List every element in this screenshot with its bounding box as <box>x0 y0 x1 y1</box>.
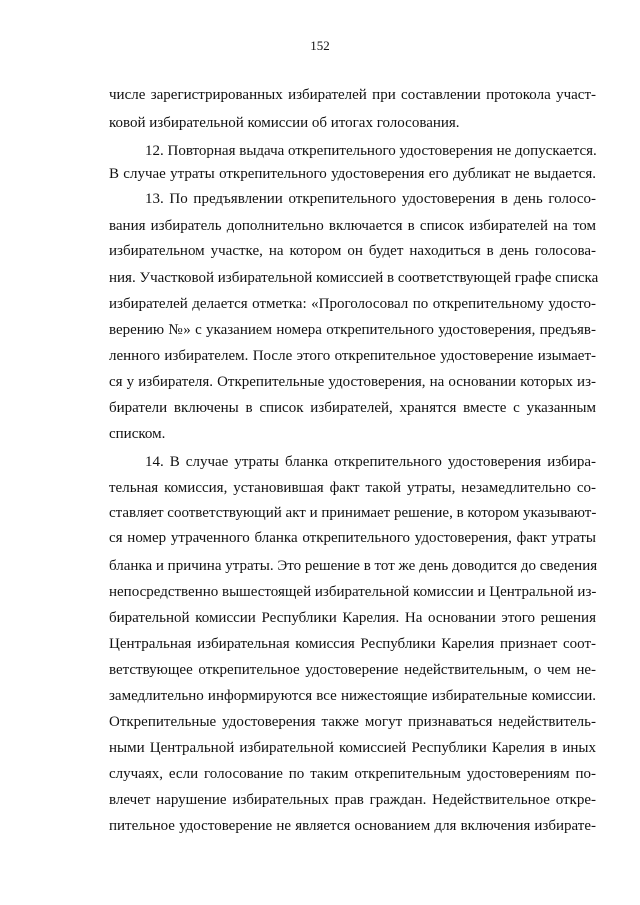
text-line: 12. Повторная выдача открепительного удостоверения не допускается. <box>145 143 597 159</box>
text-line: ставляет соответствующий акт и принимает решение, в котором указывают- <box>109 505 597 521</box>
text-line: 14. В случае утраты бланка открепительного удостоверения избира- <box>145 454 596 470</box>
text-line: В случае утраты открепительного удостоверения его дубликат не выдается. <box>109 166 596 182</box>
text-line: ся у избирателя. Открепительные удостоверения, на основании которых из- <box>109 374 596 390</box>
text-line: Центральная избирательная комиссия Республики Карелия признает соот- <box>109 636 596 652</box>
text-line: ными Центральной избирательной комиссией Республики Карелия в иных <box>109 740 596 756</box>
text-line: ся номер утраченного бланка открепительного удостоверения, факт утраты <box>109 530 596 546</box>
text-line: числе зарегистрированных избирателей при составлении протокола участ- <box>109 87 596 103</box>
text-line: ленного избирателем. После этого открепительное удостоверение изымает- <box>109 348 596 364</box>
text-line: 13. По предъявлении открепительного удостоверения в день голосо- <box>145 191 596 207</box>
page-number: 152 <box>310 38 330 53</box>
text-line: ния. Участковой избирательной комиссией в соответствующей графе списка <box>109 270 599 286</box>
text-line: ковой избирательной комиссии об итогах голосования. <box>109 115 460 131</box>
text-line: ветствующее открепительное удостоверение недействительным, о чем не- <box>109 662 596 678</box>
text-line: бланка и причина утраты. Это решение в тот же день доводится до сведения <box>109 558 598 574</box>
text-line: списком. <box>109 426 166 442</box>
text-line: тельная комиссия, установившая факт такой утраты, незамедлительно со- <box>109 480 596 496</box>
text-line: непосредственно вышестоящей избирательной комиссии и Центральной из- <box>109 584 597 600</box>
text-line: избирателей делается отметка: «Проголосовал по открепительному удосто- <box>109 296 596 312</box>
text-line: избирательном участке, на котором он будет находиться в день голосова- <box>109 243 596 259</box>
text-line: верению №» с указанием номера открепительного удостоверения, предъяв- <box>109 322 596 338</box>
text-line: биратели включены в список избирателей, хранятся вместе с указанным <box>109 400 596 416</box>
text-line: случаях, если голосование по таким открепительным удостоверениям по- <box>109 766 596 782</box>
text-line: вания избиратель дополнительно включается в список избирателей на том <box>109 218 596 234</box>
text-line: замедлительно информируются все нижестоящие избирательные комиссии. <box>109 688 596 704</box>
text-line: бирательной комиссии Республики Карелия. На основании этого решения <box>109 610 596 626</box>
text-line: пительное удостоверение не является основанием для включения избирате- <box>109 818 596 834</box>
text-line: влечет нарушение избирательных прав граждан. Недействительное откре- <box>109 792 596 808</box>
text-line: Открепительные удостоверения также могут признаваться недействитель- <box>109 714 596 730</box>
